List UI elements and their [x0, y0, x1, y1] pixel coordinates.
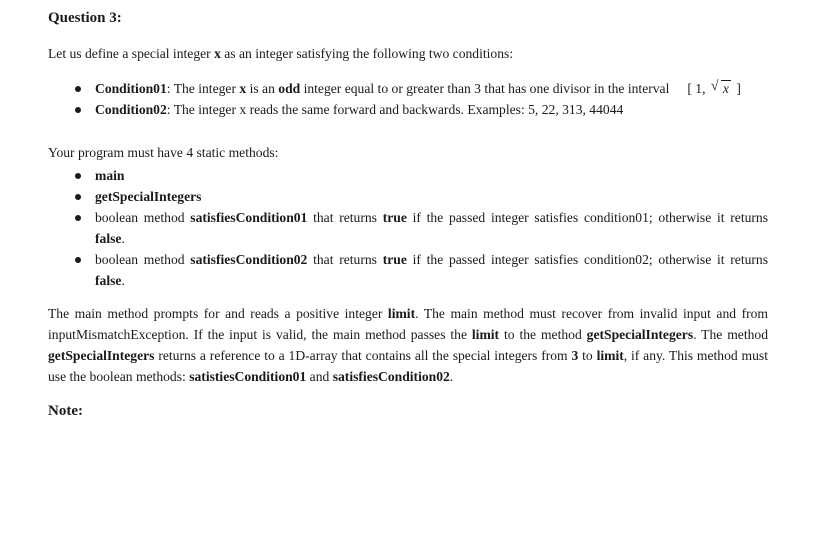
document-page — [48, 8, 768, 436]
method-cond02-true: true — [382, 252, 407, 267]
intro-var-x: x — [214, 46, 221, 61]
condition-02-label: Condition02 — [95, 102, 167, 117]
condition-01-var: x — [239, 81, 247, 96]
body-three: 3 — [571, 348, 579, 363]
body-text-4: . The method — [693, 327, 768, 342]
method-cond01-false: false — [95, 231, 122, 246]
body-text-5: returns a reference to a 1D-array that contains all the special integers from — [154, 348, 572, 363]
body-text-8: and — [306, 369, 333, 384]
body-text-1: The main method prompts for and reads a positive integer — [48, 306, 388, 321]
note-heading: Note: — [48, 403, 83, 419]
method-cond02-text-1: boolean method — [95, 252, 191, 267]
method-cond01-name: satisfiesCondition01 — [190, 210, 308, 225]
question-heading: Question 3: — [48, 10, 122, 26]
condition-01-item — [95, 78, 768, 99]
body-text-9: . — [449, 369, 454, 384]
condition-01-text-3: integer equal to or greater than 3 that has one divisor in the interval — [300, 81, 670, 96]
bullet-icon — [75, 194, 81, 200]
intro-text-2: as an integer satisfying the following two conditions: — [220, 46, 514, 61]
method-cond02-text-4: . — [121, 273, 125, 288]
bullet-icon — [75, 86, 81, 92]
body-getspecialintegers-2: getSpecialIntegers — [48, 348, 155, 363]
condition-01-odd: odd — [278, 81, 301, 96]
body-getspecialintegers-1: getSpecialIntegers — [586, 327, 694, 342]
method-getspecialintegers-name: getSpecialIntegers — [95, 189, 202, 204]
method-cond01-text-2: that returns — [307, 210, 383, 225]
method-cond01-text-3: if the passed integer satisfies condition01; otherwise it returns — [406, 210, 769, 225]
intro-text-1: Let us define a special integer — [48, 46, 215, 61]
body-limit-1: limit — [387, 306, 416, 321]
bullet-icon — [75, 257, 81, 263]
intro-paragraph — [48, 43, 768, 64]
method-cond02-name: satisfiesCondition02 — [190, 252, 308, 267]
body-limit-2: limit — [471, 327, 500, 342]
method-cond02-text-3: if the passed integer satisfies condition02; otherwise it returns — [406, 252, 769, 267]
method-cond02-text-2: that returns — [307, 252, 383, 267]
body-method-1: satistiesCondition01 — [189, 369, 307, 384]
interval-close: ] — [736, 81, 741, 96]
method-cond01-item — [95, 207, 768, 249]
body-text-3: to the method — [499, 327, 587, 342]
bullet-icon — [75, 107, 81, 113]
method-cond01-true: true — [382, 210, 407, 225]
method-main-item — [95, 165, 768, 186]
method-cond01-text-4: . — [121, 231, 125, 246]
sqrt-var: x — [722, 81, 729, 96]
methods-list — [95, 165, 768, 291]
conditions-list — [95, 78, 768, 120]
sqrt-symbol: √ x — [710, 79, 729, 96]
body-text-2: . The main method must recover from invalid input and from inputMismatchException. If the input is valid, the main method passes the — [48, 306, 768, 342]
body-text-6: to — [578, 348, 597, 363]
condition-02-text: : The integer x reads the same forward and backwards. Examples: 5, 22, 313, 44044 — [166, 102, 624, 117]
body-limit-3: limit — [596, 348, 624, 363]
method-cond02-item — [95, 249, 768, 291]
method-getspecialintegers-item — [95, 186, 768, 207]
methods-intro: Your program must have 4 static methods: — [48, 145, 279, 160]
bullet-icon — [75, 173, 81, 179]
interval-open: [ 1, — [687, 81, 706, 96]
body-method-2: satisfiesCondition02 — [332, 369, 450, 384]
condition-01-text-2: is an — [246, 81, 279, 96]
method-cond01-text-1: boolean method — [95, 210, 191, 225]
condition-01-text-1: : The integer — [166, 81, 240, 96]
method-main-name: main — [95, 168, 125, 183]
bullet-icon — [75, 215, 81, 221]
body-paragraph — [48, 303, 768, 387]
condition-01-label: Condition01 — [95, 81, 167, 96]
condition-02-item — [95, 99, 768, 120]
body-text-7: , if any. This method must use the boolean methods: — [48, 348, 768, 384]
method-cond02-false: false — [95, 273, 122, 288]
